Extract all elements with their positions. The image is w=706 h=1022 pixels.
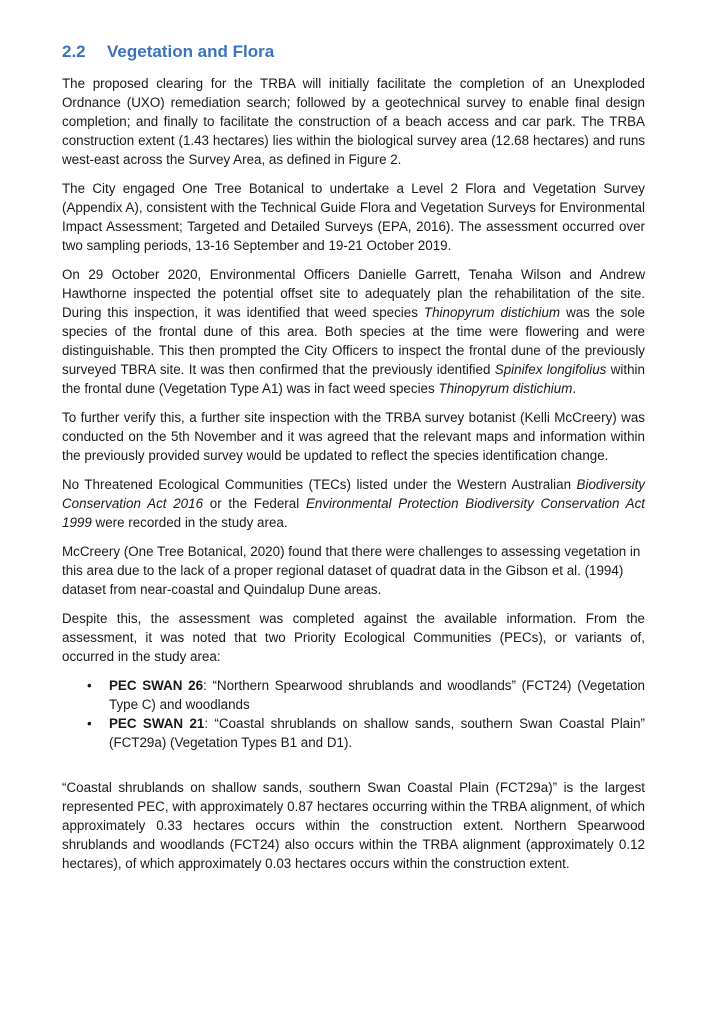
species-name-thinopyrum-2: Thinopyrum distichium <box>438 381 573 396</box>
paragraph-tec-text-a: No Threatened Ecological Communities (TECs) listed under the Western Australian <box>62 477 577 492</box>
species-name-thinopyrum: Thinopyrum distichium <box>423 305 561 320</box>
pec-label: PEC SWAN 21 <box>109 716 205 731</box>
paragraph-site-inspection-text-c: within the frontal dune (Vegetation Type A1) was in fact weed species <box>62 362 645 396</box>
bullet-marker: • <box>87 716 92 731</box>
document-page <box>62 40 645 883</box>
paragraph-survey-engagement: The City engaged One Tree Botanical to undertake a Level 2 Flora and Vegetation Survey (Appendix A), consistent with the Technical Guide Flora and Vegetation Surveys for Environmental Impact Assessment; Targeted and Detailed Surveys (EPA, 2016). The assessment occurred over two sampling periods, 13-16 September and 19-21 October 2019. <box>62 181 645 253</box>
paragraph-site-inspection-text-b: was the sole species of the frontal dune of this area. Both species at the time were flowering and were distinguishable. This then prompted the City Officers to inspect the frontal dune of the previously surveyed TBRA site. It was then confirmed that the previously identified <box>62 305 645 377</box>
paragraph-dataset-challenges: McCreery (One Tree Botanical, 2020) found that there were challenges to assessing vegetation in this area due to the lack of a proper regional dataset of quadrat data in the Gibson et al. (1994) dataset from near-coastal and Quindalup Dune areas. <box>62 544 641 597</box>
section-title: Vegetation and Flora <box>107 42 275 61</box>
paragraph-verification: To further verify this, a further site inspection with the TRBA survey botanist (Kelli McCreery) was conducted on the 5th November and it was agreed that the relevant maps and information within the previously provided survey would be updated to reflect the species identification change. <box>62 410 645 463</box>
paragraph-clearing-overview: The proposed clearing for the TRBA will initially facilitate the completion of an Unexploded Ordnance (UXO) remediation search; followed by a geotechnical survey to enable final design completion; and finally to facilitate the construction of a beach access and car park. The TRBA construction extent (1.43 hectares) lies within the biological survey area (12.68 hectares) and runs west-east across the Survey Area, as defined in Figure 2. <box>62 76 645 167</box>
paragraph-assessment-result: Despite this, the assessment was completed against the available information. From the assessment, it was noted that two Priority Ecological Communities (PECs), or variants of, occurred in the study area: <box>62 611 645 664</box>
act-name-biodiversity: Biodiversity Conservation Act 2016 <box>62 477 645 511</box>
pec-description: : “Northern Spearwood shrublands and woodlands” (FCT24) (Vegetation Type C) and woodlands <box>109 678 645 712</box>
paragraph-site-inspection <box>62 265 645 398</box>
paragraph-tec-text-b: or the Federal <box>203 496 306 511</box>
pec-label: PEC SWAN 26 <box>109 678 204 693</box>
paragraph-tec-text-c: were recorded in the study area. <box>91 515 288 530</box>
act-name-epbc: Environmental Protection Biodiversity Conservation Act 1999 <box>62 496 646 530</box>
spacer <box>62 762 645 778</box>
paragraph-tec-status <box>62 475 645 532</box>
section-number: 2.2 <box>62 42 86 61</box>
bullet-marker: • <box>87 678 92 693</box>
list-item <box>87 714 645 752</box>
paragraph-pec-extent: “Coastal shrublands on shallow sands, southern Swan Coastal Plain (FCT29a)” is the largest represented PEC, with approximately 0.87 hectares occurring within the TRBA alignment, of which approximately 0.33 hectares occurs within the construction extent. Northern Spearwood shrublands and woodlands (FCT24) also occurs within the TRBA alignment (approximately 0.12 hectares), of which approximately 0.03 hectares occurs within the construction extent. <box>62 780 645 871</box>
species-name-spinifex: Spinifex longifolius <box>494 362 607 377</box>
pec-list <box>62 676 645 752</box>
section-heading <box>62 40 645 64</box>
paragraph-site-inspection-text-a: On 29 October 2020, Environmental Officers Danielle Garrett, Tenaha Wilson and Andrew Hawthorne inspected the potential offset site to adequately plan the rehabilitation of the site. During this inspection, it was identified that weed species <box>62 267 645 320</box>
list-item <box>87 676 645 714</box>
paragraph-site-inspection-text-d: . <box>572 381 577 396</box>
pec-description: : “Coastal shrublands on shallow sands, southern Swan Coastal Plain” (FCT29a) (Vegetation Types B1 and D1). <box>109 716 645 750</box>
